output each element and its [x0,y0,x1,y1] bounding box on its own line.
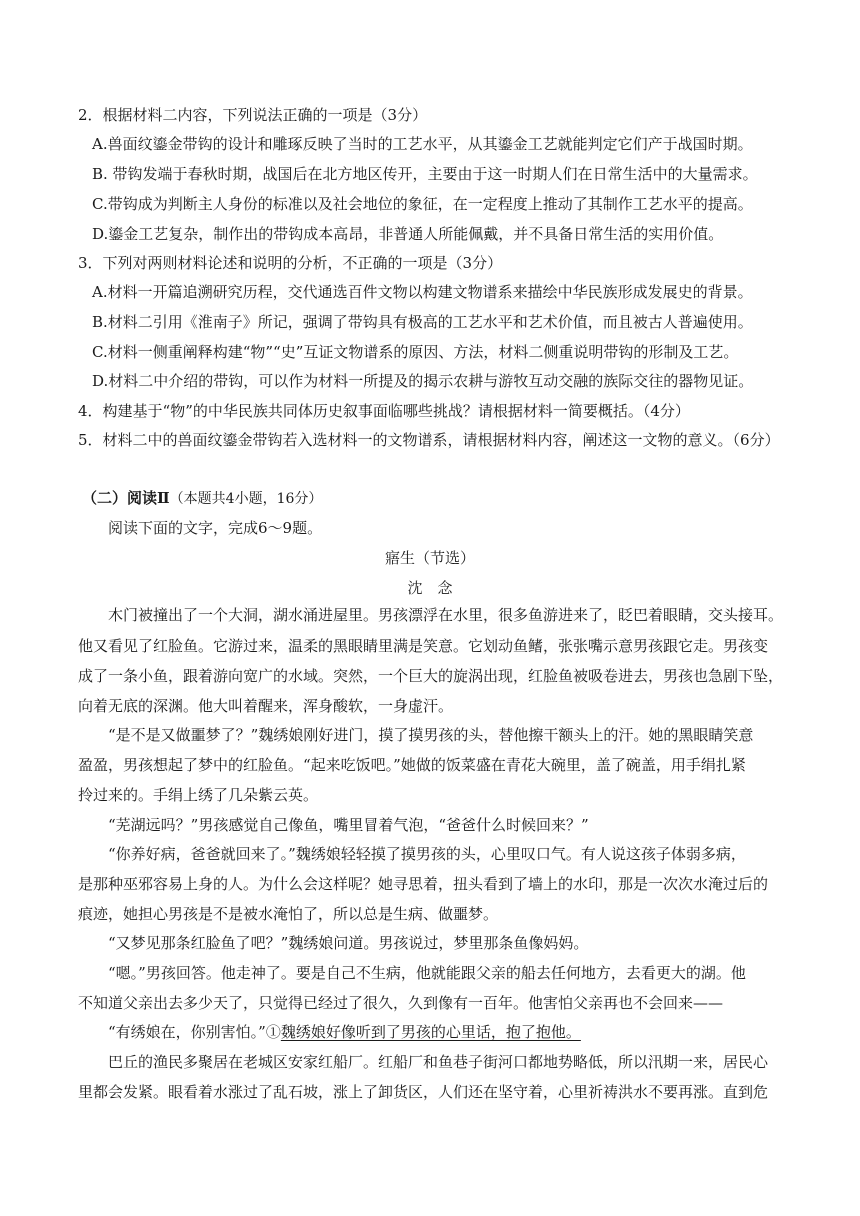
q3-stem: 3．下列对两则材料论述和说明的分析，不正确的一项是（3分） [78,254,503,272]
q2-option-a: A.兽面纹鎏金带钩的设计和雕琢反映了当时的工艺水平，从其鎏金工艺就能判定它们产于战国时期。 [92,135,753,153]
passage-line: 向着无底的深渊。他大叫着醒来，浑身酸软，一身虚汗。 [78,697,454,715]
section-heading [82,487,322,510]
passage-author: 沈 念 [407,579,453,597]
section-heading-bold: （二）阅读Ⅱ [82,489,170,507]
passage-line: 成了一条小鱼，跟着游向宽广的水域。突然，一个巨大的旋涡出现，红脸鱼被吸卷进去，男孩也急剧下坠， [78,667,784,685]
q3-option-a: A.材料一开篇追溯研究历程，交代通选百件文物以构建文物谱系来描绘中华民族形成发展史的背景。 [92,283,753,301]
q4-question: 4．构建基于“物”的中华民族共同体历史叙事面临哪些挑战？请根据材料一简要概括。（4分） [78,402,690,420]
q5-question: 5．材料二中的兽面纹鎏金带钩若入选材料一的文物谱系，请根据材料内容，阐述这一文物的意义。（6分） [78,431,780,449]
passage-line: 里都会发紧。眼看着水涨过了乱石坡，涨上了卸货区，人们还在坚守着，心里祈祷洪水不要再涨。直到危 [78,1083,769,1101]
underlined-sentence-1: 魏绣娘好像听到了男孩的心里话，抱了抱他。 [280,1023,581,1041]
passage-line: 他又看见了红脸鱼。它游过来，温柔的黑眼睛里满是笑意。它划动鱼鳍，张张嘴示意男孩跟它走。男孩变 [78,637,769,655]
q2-option-b: B. 带钩发端于春秋时期，战国后在北方地区传开，主要由于这一时期人们在日常生活中的大量需求。 [92,165,758,183]
q2-option-c: C.带钩成为判断主人身份的标准以及社会地位的象征，在一定程度上推动了其制作工艺水平的提高。 [92,195,753,213]
q3-option-c: C.材料一侧重阐释构建“物”“史”互证文物谱系的原因、方法，材料二侧重说明带钩的形制及工艺。 [92,343,739,361]
section-heading-rest: （本题共4小题，16分） [169,491,323,507]
passage-line: “你养好病，爸爸就回来了。”魏绣娘轻轻摸了摸男孩的头，心里叹口气。有人说这孩子体弱多病， [108,845,746,863]
q3-option-b: B.材料二引用《淮南子》所记，强调了带钩具有极高的工艺水平和艺术价值，而且被古人普遍使用。 [92,313,753,331]
passage-line: 痕迹，她担心男孩是不是被水淹怕了，所以总是生病、做噩梦。 [78,905,499,923]
passage-line: 不知道父亲出去多少天了，只觉得已经过了很久，久到像有一百年。他害怕父亲再也不会回来—— [78,994,724,1012]
passage-line: 拎过来的。手绢上绣了几朵紫云英。 [78,786,319,804]
section-instruction: 阅读下面的文字，完成6～9题。 [108,519,323,537]
passage-line: 是那种巫邪容易上身的人。为什么会这样呢？她寻思着，扭头看到了墙上的水印，那是一次次水淹过后的 [78,875,769,893]
passage-line: 盈盈，男孩想起了梦中的红脸鱼。“起来吃饭吧。”她做的饭菜盛在青花大碗里，盖了碗盖，用手绢扎紧 [78,756,746,774]
passage-line: 巴丘的渔民多聚居在老城区安家红船厂。红船厂和鱼巷子街河口都地势略低，所以汛期一来，居民心 [108,1053,769,1071]
passage-line: 木门被撞出了一个大洞，湖水涌进屋里。男孩漂浮在水里，很多鱼游进来了，眨巴着眼睛，交头接耳。 [108,606,784,624]
passage-line [108,1021,581,1043]
passage-line: “是不是又做噩梦了？”魏绣娘刚好进门，摸了摸男孩的头，替他擦干额头上的汗。她的黑眼睛笑意 [108,726,754,744]
dialogue-text: “有绣娘在，你别害怕。”① [108,1023,281,1041]
passage-line: “芜湖远吗？”男孩感觉自己像鱼，嘴里冒着气泡，“爸爸什么时候回来？” [108,816,589,834]
passage-line: “嗯。”男孩回答。他走神了。要是自己不生病，他就能跟父亲的船去任何地方，去看更大的湖。他 [108,964,746,982]
q3-option-d: D.材料二中介绍的带钩，可以作为材料一所提及的揭示农耕与游牧互动交融的族际交往的器物见证。 [92,372,754,390]
passage-title: 寤生（节选） [384,549,475,567]
q2-stem: 2．根据材料二内容，下列说法正确的一项是（3分） [78,106,428,124]
q2-option-d: D.鎏金工艺复杂，制作出的带钩成本高昂，非普通人所能佩戴，并不具备日常生活的实用价值。 [92,225,724,243]
passage-line: “又梦见那条红脸鱼了吧？”魏绣娘问道。男孩说过，梦里那条鱼像妈妈。 [108,934,589,952]
